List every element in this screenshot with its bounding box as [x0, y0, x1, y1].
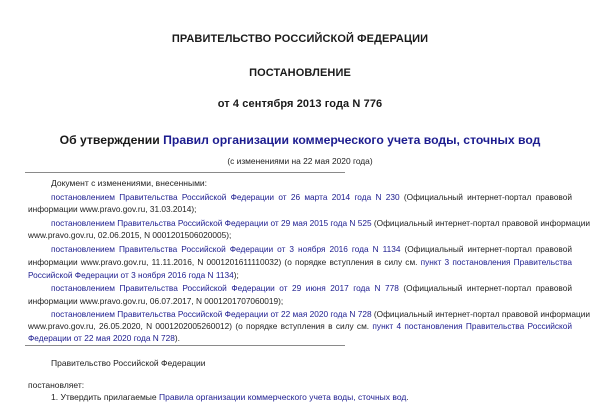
amendment-3-link[interactable]: постановлением Правительства Российской Федерации от 3 ноября 2016 года N 1134: [51, 244, 401, 254]
amendment-3-clause-link-cont[interactable]: Российской Федерации от 3 ноября 2016 года N 1134: [28, 270, 234, 280]
amendment-2-link[interactable]: постановлением Правительства Российской Федерации от 29 мая 2015 года N 525: [51, 218, 372, 228]
separator-top: [25, 172, 345, 173]
amendment-3-line2: [28, 257, 572, 267]
amendment-2-line2: www.pravo.gov.ru, 02.06.2015, N 0001201506020005);: [28, 230, 232, 240]
amendment-1-line1: [51, 192, 572, 202]
amendment-1-link[interactable]: постановлением Правительства Российской Федерации от 26 марта 2014 года N 230: [51, 192, 400, 202]
amendment-4-line2: информации www.pravo.gov.ru, 06.07.2017, N 0001201707060019);: [28, 296, 284, 306]
amendment-3-line3: [28, 270, 572, 280]
decrees-text: постановляет:: [28, 380, 85, 390]
amendment-5-line1: [51, 309, 590, 319]
amendment-5-end: ).: [174, 333, 180, 343]
clause-1-link[interactable]: Правила организации коммерческого учета воды, сточных вод: [159, 392, 407, 402]
amendment-2-line1: [51, 218, 590, 228]
government-heading: ПРАВИТЕЛЬСТВО РОССИЙСКОЙ ФЕДЕРАЦИИ: [171, 33, 429, 45]
amendment-5-clause-link[interactable]: пункт 4 постановления Правительства Российской: [372, 321, 573, 331]
amendment-5-link[interactable]: постановлением Правительства Российской Федерации от 22 мая 2020 года N 728: [51, 309, 372, 319]
amendment-5-clause-link-cont[interactable]: Федерации от 22 мая 2020 года N 728: [28, 333, 175, 343]
title-link[interactable]: Правил организации коммерческого учета воды, сточных вод: [163, 133, 541, 147]
amendment-3-end: );: [233, 270, 239, 280]
amendment-3-clause-link[interactable]: пункт 3 постановления Правительства: [420, 257, 572, 267]
clause-1-end: .: [406, 392, 409, 402]
amendment-4-link[interactable]: постановлением Правительства Российской Федерации от 29 июня 2017 года N 778: [51, 283, 399, 293]
separator-bottom: [25, 345, 345, 346]
amendment-3-source-cont: информации www.pravo.gov.ru, 11.11.2016, N 0001201611110032) (о порядке вступления в силу см.: [28, 257, 421, 267]
amendment-5-line2: [28, 321, 572, 331]
date-number-heading: от 4 сентября 2013 года N 776: [217, 98, 383, 110]
amendments-intro: Документ с изменениями, внесенными:: [51, 178, 208, 188]
issuer-text: Правительство Российской Федерации: [51, 358, 206, 368]
clause-1: [51, 392, 409, 402]
doc-type-heading: ПОСТАНОВЛЕНИЕ: [249, 67, 351, 79]
amendment-1-line2: информации www.pravo.gov.ru, 31.03.2014);: [28, 204, 197, 214]
amendment-3-source: (Официальный интернет-портал правовой: [400, 244, 572, 254]
amendment-2-source: (Официальный интернет-портал правовой информации: [371, 218, 590, 228]
amendment-5-source: (Официальный интернет-портал правовой информации: [371, 309, 590, 319]
amendment-3-line1: [51, 244, 572, 254]
document-title: [0, 133, 600, 147]
amendment-1-source: (Официальный интернет-портал правовой: [399, 192, 572, 202]
title-prefix: Об утверждении: [59, 133, 164, 147]
amendment-4-line1: [51, 283, 572, 293]
clause-1-text: 1. Утвердить прилагаемые: [51, 392, 159, 402]
amendment-5-line3: [28, 333, 572, 343]
amendment-4-source: (Официальный интернет-портал правовой: [398, 283, 572, 293]
revision-subtitle: (с изменениями на 22 мая 2020 года): [227, 156, 373, 166]
amendment-5-source-cont: www.pravo.gov.ru, 26.05.2020, N 0001202005260012) (о порядке вступления в силу см.: [28, 321, 373, 331]
